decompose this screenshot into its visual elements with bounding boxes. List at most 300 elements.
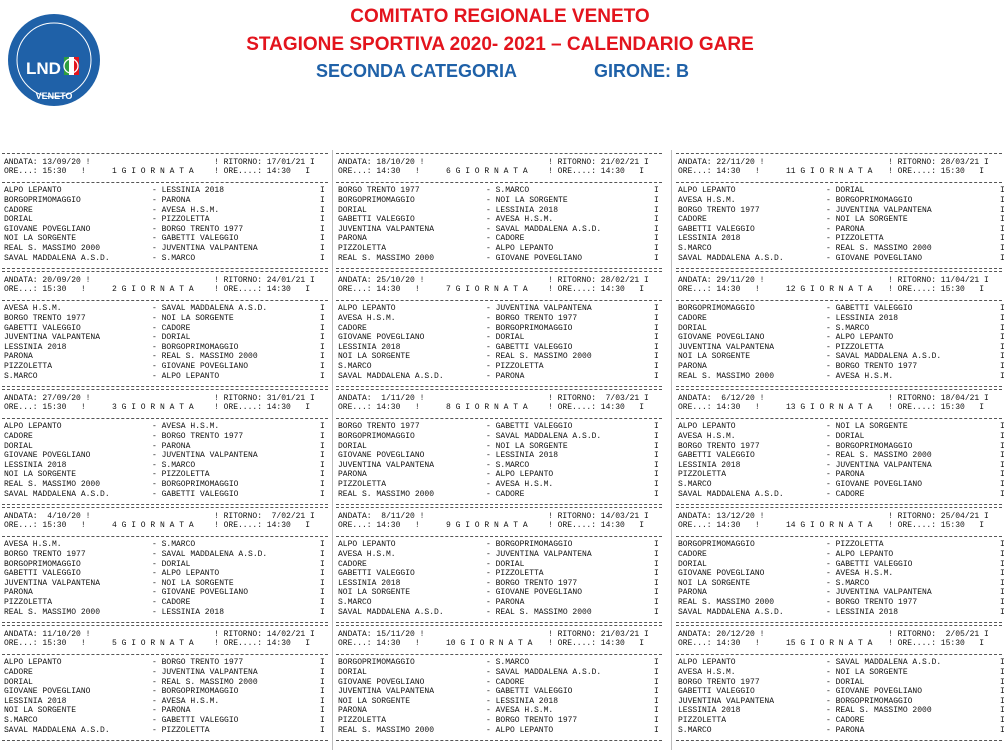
round-block xyxy=(674,620,1004,738)
home-team: GIOVANE POVEGLIANO xyxy=(338,333,425,343)
away-team: - JUVENTINA VALPANTENA xyxy=(826,460,932,470)
match-row xyxy=(674,678,1004,688)
row-border: I xyxy=(1000,304,1005,314)
column-divider xyxy=(671,150,672,750)
away-team: - PIZZOLETTA xyxy=(826,234,884,244)
ritorno-time: ! ORE....: 15:30 I xyxy=(888,167,985,177)
home-team: GIOVANE POVEGLIANO xyxy=(338,451,425,461)
separator-line xyxy=(0,735,330,745)
away-team: - BORGO TRENTO 1977 xyxy=(152,431,244,441)
separator-line xyxy=(0,620,330,630)
giornata-label: 13 G I O R N A T A xyxy=(786,403,873,413)
away-team: - JUVENTINA VALPANTENA xyxy=(152,243,258,253)
giornata-label: 8 G I O R N A T A xyxy=(446,403,528,413)
away-team: - SAVAL MADDALENA A.S.D. xyxy=(152,304,268,314)
home-team: ALPO LEPANTO xyxy=(4,186,62,196)
home-team: ALPO LEPANTO xyxy=(338,540,396,550)
row-border: I xyxy=(1000,470,1005,480)
logo-lnd-text: LND xyxy=(26,59,61,78)
away-team: - GIOVANE POVEGLIANO xyxy=(152,588,249,598)
row-border: I xyxy=(320,333,325,343)
round-block xyxy=(0,502,330,620)
round-times-row xyxy=(334,167,664,177)
match-row xyxy=(334,579,664,589)
home-team: CADORE xyxy=(4,205,33,215)
match-row xyxy=(334,560,664,570)
round-block xyxy=(674,266,1004,384)
match-row xyxy=(0,422,330,432)
home-team: DORIAL xyxy=(678,323,707,333)
row-border: I xyxy=(654,460,659,470)
match-row xyxy=(0,569,330,579)
match-row xyxy=(334,304,664,314)
giornata-label: 6 G I O R N A T A xyxy=(446,167,528,177)
home-team: GIOVANE POVEGLIANO xyxy=(338,677,425,687)
row-border: I xyxy=(654,371,659,381)
away-team: - AVESA H.S.M. xyxy=(152,696,220,706)
home-team: NOI LA SORGENTE xyxy=(4,706,77,716)
away-team: - LESSINIA 2018 xyxy=(826,607,899,617)
away-team: - GABETTI VALEGGIO xyxy=(152,234,239,244)
match-row xyxy=(674,314,1004,324)
row-border: I xyxy=(1000,243,1005,253)
row-border: I xyxy=(654,234,659,244)
separator-line xyxy=(674,384,1004,394)
away-team: - GABETTI VALEGGIO xyxy=(486,687,573,697)
away-team: - DORIAL xyxy=(826,186,865,196)
row-border: I xyxy=(1000,569,1005,579)
separator-line xyxy=(334,413,664,423)
separator-line xyxy=(0,266,330,276)
row-border: I xyxy=(1000,677,1005,687)
row-border: I xyxy=(320,715,325,725)
home-team: BORGOPRIMOMAGGIO xyxy=(4,559,81,569)
away-team: - GIOVANE POVEGLIANO xyxy=(486,588,583,598)
separator-line xyxy=(334,649,664,659)
home-team: LESSINIA 2018 xyxy=(678,234,741,244)
away-team: - PARONA xyxy=(152,706,191,716)
row-border: I xyxy=(1000,352,1005,362)
row-border: I xyxy=(654,323,659,333)
row-border: I xyxy=(654,333,659,343)
row-border: I xyxy=(1000,578,1005,588)
match-row xyxy=(674,215,1004,225)
separator-line xyxy=(0,502,330,512)
row-border: I xyxy=(320,588,325,598)
row-border: I xyxy=(654,549,659,559)
giornata-label: 10 G I O R N A T A xyxy=(446,639,533,649)
andata-date: ANDATA: 15/11/20 ! xyxy=(338,629,425,639)
andata-date: ANDATA: 20/12/20 ! xyxy=(678,629,765,639)
away-team: - CADORE xyxy=(486,234,525,244)
ritorno-time: ! ORE....: 14:30 I xyxy=(214,167,311,177)
row-border: I xyxy=(320,540,325,550)
match-row xyxy=(334,314,664,324)
home-team: PARONA xyxy=(678,588,707,598)
home-team: SAVAL MADDALENA A.S.D. xyxy=(4,489,110,499)
andata-time: ORE...: 15:30 ! xyxy=(4,167,86,177)
away-team: - S.MARCO xyxy=(152,460,196,470)
home-team: GABETTI VALEGGIO xyxy=(678,451,755,461)
match-row xyxy=(674,560,1004,570)
away-team: - SAVAL MADDALENA A.S.D. xyxy=(152,549,268,559)
match-row xyxy=(0,658,330,668)
row-border: I xyxy=(654,431,659,441)
away-team: - PARONA xyxy=(826,470,865,480)
home-team: PIZZOLETTA xyxy=(678,715,727,725)
round-times-row xyxy=(0,521,330,531)
home-team: AVESA H.S.M. xyxy=(678,431,736,441)
home-team: JUVENTINA VALPANTENA xyxy=(678,696,775,706)
row-border: I xyxy=(654,725,659,735)
away-team: - PIZZOLETTA xyxy=(152,215,210,225)
away-team: - PIZZOLETTA xyxy=(486,361,544,371)
match-row xyxy=(674,234,1004,244)
separator-line xyxy=(0,413,330,423)
home-team: CADORE xyxy=(338,323,367,333)
match-row xyxy=(0,687,330,697)
away-team: - DORIAL xyxy=(486,559,525,569)
separator-line xyxy=(334,266,664,276)
home-team: GIOVANE POVEGLIANO xyxy=(4,687,91,697)
away-team: - REAL S. MASSIMO 2000 xyxy=(152,352,258,362)
home-team: PIZZOLETTA xyxy=(4,361,53,371)
away-team: - DORIAL xyxy=(826,431,865,441)
andata-date: ANDATA: 22/11/20 ! xyxy=(678,157,765,167)
away-team: - BORGOPRIMOMAGGIO xyxy=(486,323,573,333)
round-block xyxy=(674,502,1004,620)
row-border: I xyxy=(320,658,325,668)
match-row xyxy=(0,215,330,225)
match-row xyxy=(674,196,1004,206)
home-team: REAL S. MASSIMO 2000 xyxy=(338,725,435,735)
row-border: I xyxy=(320,479,325,489)
andata-time: ORE...: 14:30 ! xyxy=(338,167,420,177)
away-team: - S.MARCO xyxy=(486,658,530,668)
row-border: I xyxy=(654,205,659,215)
away-team: - CADORE xyxy=(486,489,525,499)
ritorno-date: ! RITORNO: 7/02/21 I xyxy=(214,511,315,521)
home-team: PARONA xyxy=(338,234,367,244)
ritorno-time: ! ORE....: 14:30 I xyxy=(214,285,311,295)
round-dates-row xyxy=(0,276,330,286)
match-row xyxy=(674,352,1004,362)
row-border: I xyxy=(1000,687,1005,697)
home-team: GABETTI VALEGGIO xyxy=(4,569,81,579)
ritorno-time: ! ORE....: 15:30 I xyxy=(888,521,985,531)
ritorno-date: ! RITORNO: 2/05/21 I xyxy=(888,629,989,639)
away-team: - ALPO LEPANTO xyxy=(486,725,554,735)
home-team: PARONA xyxy=(4,352,33,362)
home-team: ALPO LEPANTO xyxy=(678,658,736,668)
match-row xyxy=(334,697,664,707)
andata-date: ANDATA: 27/09/20 ! xyxy=(4,393,91,403)
row-border: I xyxy=(654,243,659,253)
ritorno-date: ! RITORNO: 21/03/21 I xyxy=(548,629,649,639)
home-team: GABETTI VALEGGIO xyxy=(338,215,415,225)
row-border: I xyxy=(1000,333,1005,343)
home-team: AVESA H.S.M. xyxy=(338,549,396,559)
match-row xyxy=(334,422,664,432)
row-border: I xyxy=(320,352,325,362)
round-block xyxy=(334,148,664,266)
row-border: I xyxy=(654,677,659,687)
away-team: - AVESA H.S.M. xyxy=(826,569,894,579)
away-team: - LESSINIA 2018 xyxy=(152,186,225,196)
separator-line xyxy=(674,620,1004,630)
separator-line xyxy=(334,384,664,394)
ritorno-date: ! RITORNO: 28/02/21 I xyxy=(548,275,649,285)
ritorno-time: ! ORE....: 14:30 I xyxy=(214,403,311,413)
away-team: - NOI LA SORGENTE xyxy=(486,195,568,205)
logo-region-text: VENETO xyxy=(35,91,73,101)
away-team: - JUVENTINA VALPANTENA xyxy=(486,304,592,314)
row-border: I xyxy=(1000,361,1005,371)
giornata-label: 2 G I O R N A T A xyxy=(112,285,194,295)
andata-date: ANDATA: 13/09/20 ! xyxy=(4,157,91,167)
row-border: I xyxy=(320,489,325,499)
row-border: I xyxy=(1000,667,1005,677)
round-times-row xyxy=(0,403,330,413)
andata-date: ANDATA: 4/10/20 ! xyxy=(4,511,91,521)
match-row xyxy=(0,362,330,372)
row-border: I xyxy=(1000,588,1005,598)
ritorno-date: ! RITORNO: 14/02/21 I xyxy=(214,629,315,639)
separator-line xyxy=(674,295,1004,305)
separator-line xyxy=(334,502,664,512)
away-team: - BORGOPRIMOMAGGIO xyxy=(826,696,913,706)
home-team: LESSINIA 2018 xyxy=(4,342,67,352)
match-row xyxy=(334,343,664,353)
match-row xyxy=(0,726,330,736)
row-border: I xyxy=(320,304,325,314)
row-border: I xyxy=(654,352,659,362)
match-row xyxy=(334,726,664,736)
away-team: - REAL S. MASSIMO 2000 xyxy=(152,677,258,687)
home-team: LESSINIA 2018 xyxy=(4,696,67,706)
giornata-label: 14 G I O R N A T A xyxy=(786,521,873,531)
andata-time: ORE...: 14:30 ! xyxy=(338,521,420,531)
home-team: DORIAL xyxy=(678,559,707,569)
match-row xyxy=(334,234,664,244)
away-team: - GIOVANE POVEGLIANO xyxy=(152,361,249,371)
ritorno-date: ! RITORNO: 17/01/21 I xyxy=(214,157,315,167)
giornata-label: 5 G I O R N A T A xyxy=(112,639,194,649)
match-row xyxy=(334,225,664,235)
row-border: I xyxy=(320,725,325,735)
giornata-label: 7 G I O R N A T A xyxy=(446,285,528,295)
round-times-row xyxy=(674,167,1004,177)
away-team: - BORGOPRIMOMAGGIO xyxy=(152,342,239,352)
row-border: I xyxy=(654,422,659,432)
row-border: I xyxy=(654,607,659,617)
header-title-line1: COMITATO REGIONALE VENETO xyxy=(350,6,650,27)
match-row xyxy=(334,461,664,471)
match-row xyxy=(334,569,664,579)
match-row xyxy=(674,598,1004,608)
home-team: BORGO TRENTO 1977 xyxy=(338,422,420,432)
row-border: I xyxy=(320,215,325,225)
match-row xyxy=(674,206,1004,216)
away-team: - SAVAL MADDALENA A.S.D. xyxy=(826,352,942,362)
row-border: I xyxy=(320,195,325,205)
home-team: DORIAL xyxy=(4,677,33,687)
match-row xyxy=(0,254,330,264)
row-border: I xyxy=(1000,253,1005,263)
home-team: S.MARCO xyxy=(4,371,38,381)
away-team: - PARONA xyxy=(486,371,525,381)
match-row xyxy=(0,225,330,235)
away-team: - NOI LA SORGENTE xyxy=(826,667,908,677)
andata-date: ANDATA: 8/11/20 ! xyxy=(338,511,425,521)
row-border: I xyxy=(320,243,325,253)
away-team: - SAVAL MADDALENA A.S.D. xyxy=(486,224,602,234)
round-dates-row xyxy=(334,276,664,286)
separator-line xyxy=(0,384,330,394)
row-border: I xyxy=(320,342,325,352)
separator-line xyxy=(674,413,1004,423)
away-team: - BORGO TRENTO 1977 xyxy=(486,715,578,725)
andata-time: ORE...: 14:30 ! xyxy=(338,403,420,413)
row-border: I xyxy=(1000,658,1005,668)
home-team: NOI LA SORGENTE xyxy=(338,352,411,362)
andata-time: ORE...: 14:30 ! xyxy=(338,639,420,649)
round-dates-row xyxy=(674,630,1004,640)
row-border: I xyxy=(654,224,659,234)
away-team: - GABETTI VALEGGIO xyxy=(486,422,573,432)
row-border: I xyxy=(1000,479,1005,489)
home-team: REAL S. MASSIMO 2000 xyxy=(4,479,101,489)
home-team: CADORE xyxy=(678,313,707,323)
match-row xyxy=(0,598,330,608)
row-border: I xyxy=(654,304,659,314)
home-team: GABETTI VALEGGIO xyxy=(678,224,755,234)
separator-line xyxy=(334,735,664,745)
ritorno-time: ! ORE....: 15:30 I xyxy=(888,285,985,295)
match-row xyxy=(674,470,1004,480)
row-border: I xyxy=(320,578,325,588)
row-border: I xyxy=(1000,451,1005,461)
row-border: I xyxy=(1000,195,1005,205)
match-row xyxy=(334,324,664,334)
home-team: SAVAL MADDALENA A.S.D. xyxy=(4,725,110,735)
match-row xyxy=(334,362,664,372)
match-row xyxy=(0,432,330,442)
row-border: I xyxy=(654,361,659,371)
match-row xyxy=(334,196,664,206)
home-team: GIOVANE POVEGLIANO xyxy=(4,451,91,461)
match-row xyxy=(674,716,1004,726)
away-team: - GIOVANE POVEGLIANO xyxy=(486,253,583,263)
row-border: I xyxy=(654,451,659,461)
home-team: ALPO LEPANTO xyxy=(4,658,62,668)
row-border: I xyxy=(320,323,325,333)
row-border: I xyxy=(1000,431,1005,441)
ritorno-time: ! ORE....: 14:30 I xyxy=(548,403,645,413)
away-team: - PIZZOLETTA xyxy=(152,725,210,735)
home-team: CADORE xyxy=(4,667,33,677)
home-team: JUVENTINA VALPANTENA xyxy=(338,224,435,234)
away-team: - S.MARCO xyxy=(826,323,870,333)
away-team: - LESSINIA 2018 xyxy=(486,696,559,706)
round-block xyxy=(334,502,664,620)
header-category: SECONDA CATEGORIA xyxy=(316,61,518,81)
match-row xyxy=(0,196,330,206)
home-team: AVESA H.S.M. xyxy=(338,313,396,323)
ritorno-time: ! ORE....: 14:30 I xyxy=(548,521,645,531)
home-team: S.MARCO xyxy=(678,479,712,489)
home-team: BORGOPRIMOMAGGIO xyxy=(678,540,755,550)
away-team: - GIOVANE POVEGLIANO xyxy=(826,687,923,697)
round-times-row xyxy=(334,285,664,295)
match-row xyxy=(0,343,330,353)
home-team: ALPO LEPANTO xyxy=(338,304,396,314)
home-team: REAL S. MASSIMO 2000 xyxy=(4,243,101,253)
home-team: CADORE xyxy=(678,549,707,559)
home-team: SAVAL MADDALENA A.S.D. xyxy=(678,607,784,617)
home-team: PARONA xyxy=(338,706,367,716)
ritorno-time: ! ORE....: 15:30 I xyxy=(888,403,985,413)
row-border: I xyxy=(320,422,325,432)
giornata-label: 11 G I O R N A T A xyxy=(786,167,873,177)
row-border: I xyxy=(320,234,325,244)
home-team: DORIAL xyxy=(338,441,367,451)
row-border: I xyxy=(1000,205,1005,215)
home-team: S.MARCO xyxy=(4,715,38,725)
row-border: I xyxy=(654,342,659,352)
match-row xyxy=(0,480,330,490)
away-team: - PARONA xyxy=(152,441,191,451)
match-row xyxy=(674,608,1004,618)
home-team: BORGO TRENTO 1977 xyxy=(4,313,86,323)
match-row xyxy=(334,608,664,618)
away-team: - DORIAL xyxy=(826,677,865,687)
home-team: NOI LA SORGENTE xyxy=(678,352,751,362)
away-team: - NOI LA SORGENTE xyxy=(152,313,234,323)
match-row xyxy=(0,470,330,480)
away-team: - REAL S. MASSIMO 2000 xyxy=(486,607,592,617)
match-row xyxy=(0,333,330,343)
away-team: - CADORE xyxy=(826,715,865,725)
round-dates-row xyxy=(334,630,664,640)
column-divider xyxy=(332,150,333,750)
round-times-row xyxy=(0,285,330,295)
andata-time: ORE...: 15:30 ! xyxy=(4,639,86,649)
giornata-label: 3 G I O R N A T A xyxy=(112,403,194,413)
separator-line xyxy=(0,148,330,158)
andata-time: ORE...: 14:30 ! xyxy=(678,521,760,531)
row-border: I xyxy=(654,470,659,480)
match-row xyxy=(674,480,1004,490)
home-team: BORGO TRENTO 1977 xyxy=(678,677,760,687)
home-team: S.MARCO xyxy=(678,243,712,253)
home-team: JUVENTINA VALPANTENA xyxy=(678,342,775,352)
away-team: - AVESA H.S.M. xyxy=(152,205,220,215)
separator-line xyxy=(674,502,1004,512)
home-team: NOI LA SORGENTE xyxy=(4,470,77,480)
row-border: I xyxy=(654,706,659,716)
match-row xyxy=(0,716,330,726)
ritorno-date: ! RITORNO: 7/03/21 I xyxy=(548,393,649,403)
match-row xyxy=(0,588,330,598)
away-team: - NOI LA SORGENTE xyxy=(486,441,568,451)
away-team: - AVESA H.S.M. xyxy=(486,215,554,225)
row-border: I xyxy=(320,549,325,559)
match-row xyxy=(334,442,664,452)
match-row xyxy=(674,658,1004,668)
ritorno-date: ! RITORNO: 18/04/21 I xyxy=(888,393,989,403)
round-times-row xyxy=(674,285,1004,295)
